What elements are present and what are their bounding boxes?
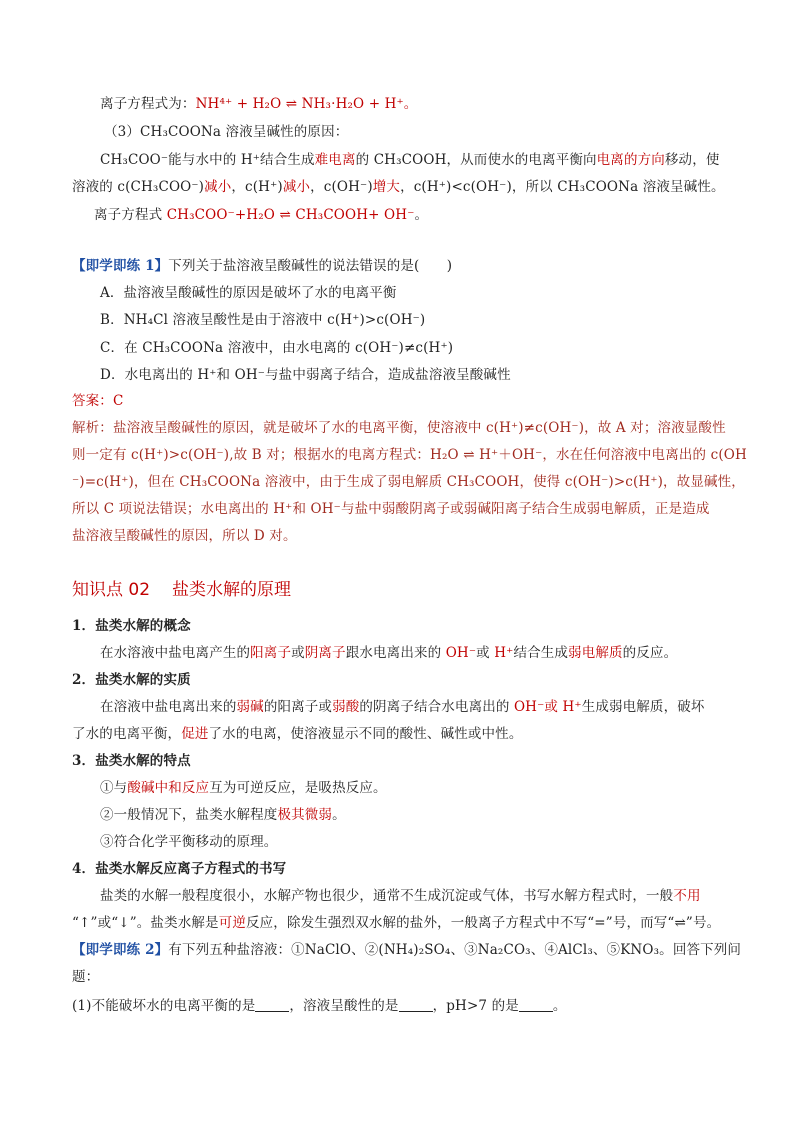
acetate-ion-equation: 离子方程式 CH₃COO⁻+H₂O ⇌ CH₃COOH+ OH⁻。 bbox=[94, 207, 429, 223]
section-number: 知识点 02 bbox=[72, 580, 151, 600]
writing-rules-line-1: 盐类的水解一般程度很小，水解产物也很少，通常不生成沉淀或气体，书写水解方程式时，一般不用 bbox=[100, 888, 701, 904]
subsection-4-heading: 4．盐类水解反应离子方程式的书写 bbox=[72, 861, 287, 877]
writing-rules-line-2: “↑”或“↓”。盐类水解是可逆反应，除发生强烈双水解的盐外，一般离子方程式中不写“=”号，而写“⇌”号。 bbox=[72, 915, 721, 931]
ion-equation-line: 离子方程式为：NH⁴⁺ + H₂O ⇌ NH₃·H₂O + H⁺。 bbox=[100, 96, 418, 112]
option-d: D．水电离出的 H⁺和 OH⁻与盐中弱离子结合，造成盐溶液呈酸碱性 bbox=[100, 367, 511, 383]
option-a: A．盐溶液呈酸碱性的原因是破坏了水的电离平衡 bbox=[100, 285, 397, 301]
acetate-paragraph-line-1: CH₃COO⁻能与水中的 H⁺结合生成难电离的 CH₃COOH，从而使水的电离平衡向电离的方向移动，使 bbox=[100, 152, 720, 168]
practice-2-question: 【即学即练 2】有下列五种盐溶液：①NaClO、②(NH₄)₂SO₄、③Na₂CO₃、④AlCl₃、⑤KNO₃。回答下列问 bbox=[72, 942, 742, 958]
subsection-3-heading: 3．盐类水解的特点 bbox=[72, 753, 191, 769]
section-title: 盐类水解的原理 bbox=[172, 580, 292, 600]
practice-2-question-cont: 题： bbox=[72, 969, 100, 985]
option-c: C．在 CH₃COONa 溶液中，由水电离的 c(OH⁻)≠c(H⁺) bbox=[100, 340, 454, 356]
explanation-line: 所以 C 项说法错误；水电离出的 H⁺和 OH⁻与盐中弱酸阴离子或弱碱阳离子结合生成弱电解质，正是造成 bbox=[72, 501, 710, 517]
practice-1-tag: 【即学即练 1】 bbox=[72, 258, 169, 274]
explanation-line: 解析：盐溶液呈酸碱性的原因，就是破坏了水的电离平衡，使溶液中 c(H⁺)≠c(OH⁻)，故 A 对；溶液显酸性 bbox=[72, 420, 726, 436]
answer-blank[interactable] bbox=[399, 998, 433, 1012]
hydrolysis-essence-line-2: 了水的电离平衡，促进了水的电离，使溶液显示不同的酸性、碱性或中性。 bbox=[72, 726, 523, 742]
option-b: B．NH₄Cl 溶液呈酸性是由于溶液中 c(H⁺)>c(OH⁻) bbox=[100, 312, 426, 328]
practice-1-question: 【即学即练 1】下列关于盐溶液呈酸碱性的说法错误的是( ) bbox=[72, 258, 453, 274]
explanation-line: 盐溶液呈酸碱性的原因，所以 D 对。 bbox=[72, 528, 297, 544]
subsection-2-heading: 2．盐类水解的实质 bbox=[72, 672, 191, 688]
item-3-title: （3）CH₃COONa 溶液呈碱性的原因： bbox=[104, 124, 349, 140]
answer-blank[interactable] bbox=[519, 998, 553, 1012]
explanation-line: ⁻)=c(H⁺)，但在 CH₃COONa 溶液中，由于生成了弱电解质 CH₃COOH，使得 c(OH⁻)>c(H⁺)，故显碱性， bbox=[72, 474, 745, 490]
practice-2-tag: 【即学即练 2】 bbox=[72, 942, 169, 958]
feature-item-2: ②一般情况下，盐类水解程度极其微弱。 bbox=[100, 807, 346, 823]
practice-2-subquestion-1: (1)不能破坏水的电离平衡的是 ，溶液呈酸性的是 ，pH>7 的是 。 bbox=[72, 998, 567, 1014]
acetate-paragraph-line-2: 溶液的 c(CH₃COO⁻)减小，c(H⁺)减小，c(OH⁻)增大，c(H⁺)<c(OH⁻)，所以 CH₃COONa 溶液呈碱性。 bbox=[72, 179, 725, 195]
ammonium-hydrolysis-equation: NH⁴⁺ + H₂O ⇌ NH₃·H₂O + H⁺。 bbox=[195, 96, 418, 112]
explanation-line: 则一定有 c(H⁺)>c(OH⁻),故 B 对；根据水的电离方程式：H₂O ⇌ H⁺＋OH⁻，水在任何溶液中电离出的 c(OH bbox=[72, 447, 747, 463]
subsection-1-heading: 1．盐类水解的概念 bbox=[72, 618, 191, 634]
feature-item-1: ①与酸碱中和反应互为可逆反应，是吸热反应。 bbox=[100, 780, 387, 796]
hydrolysis-concept-text: 在水溶液中盐电离产生的阳离子或阴离子跟水电离出来的 OH⁻或 H⁺结合生成弱电解质的反应。 bbox=[100, 645, 678, 661]
answer-line: 答案：C bbox=[72, 393, 124, 409]
section-heading bbox=[72, 579, 291, 601]
feature-item-3: ③符合化学平衡移动的原理。 bbox=[100, 834, 278, 850]
answer-blank[interactable] bbox=[255, 998, 289, 1012]
hydrolysis-essence-line-1: 在溶液中盐电离出来的弱碱的阳离子或弱酸的阴离子结合水电离出的 OH⁻或 H⁺生成弱电解质，破坏 bbox=[100, 699, 705, 715]
